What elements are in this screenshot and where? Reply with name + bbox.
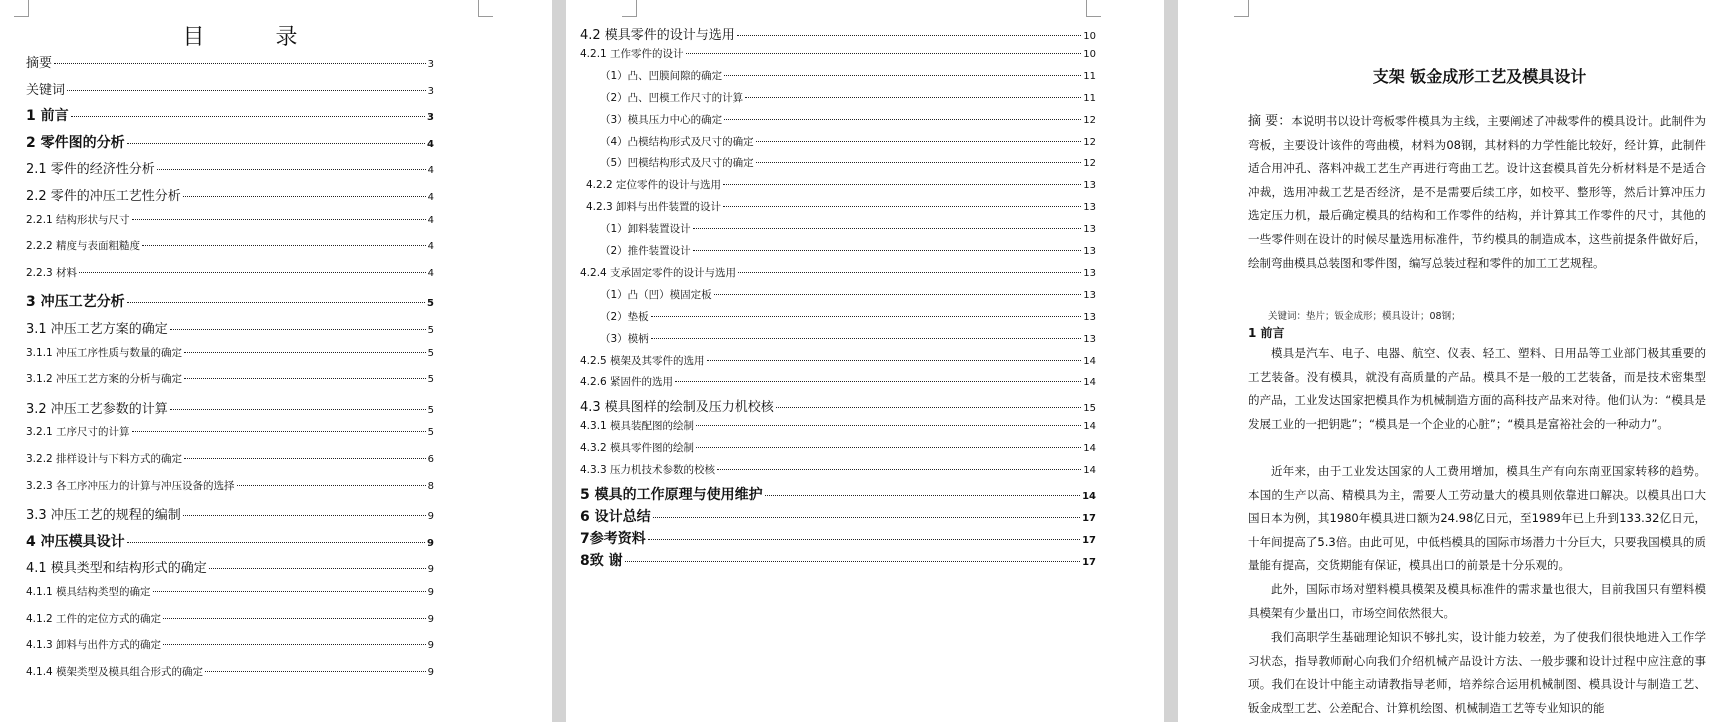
page-1[interactable] bbox=[0, 0, 552, 722]
toc-leader-dots bbox=[127, 542, 425, 543]
margin-corner-mark bbox=[478, 0, 493, 17]
toc-entry[interactable] bbox=[600, 134, 1096, 149]
toc-entry[interactable] bbox=[580, 265, 1096, 280]
toc-entry-text: 关键词 bbox=[26, 82, 66, 98]
toc-page-number: 9 bbox=[427, 537, 434, 549]
toc-entry[interactable] bbox=[26, 557, 434, 576]
toc-leader-dots bbox=[745, 97, 1081, 98]
toc-leader-dots bbox=[707, 360, 1082, 361]
toc-entry[interactable] bbox=[26, 504, 434, 523]
toc-entry-text: 4.3.3 压力机技术参数的校核 bbox=[580, 464, 716, 476]
toc-leader-dots bbox=[183, 515, 426, 516]
toc-page-number: 4 bbox=[427, 138, 434, 150]
toc-page-number: 5 bbox=[427, 374, 434, 386]
toc-entry-text: 2.2.1 结构形状与尺寸 bbox=[26, 213, 130, 226]
toc-leader-dots bbox=[756, 141, 1082, 142]
toc-leader-dots bbox=[686, 53, 1082, 54]
toc-leader-dots bbox=[724, 119, 1081, 120]
toc-entry-text: 2.2.3 材料 bbox=[26, 266, 78, 279]
page-2[interactable] bbox=[566, 0, 1164, 722]
toc-entry-text: （3）模具压力中心的确定 bbox=[600, 113, 723, 126]
toc-leader-dots bbox=[71, 116, 425, 117]
toc-page-number: 14 bbox=[1083, 377, 1096, 389]
toc-entry-text: （5）凹模结构形式及尺寸的确定 bbox=[600, 157, 754, 170]
toc-leader-dots bbox=[237, 485, 426, 486]
toc-leader-dots bbox=[723, 206, 1081, 207]
toc-entry[interactable] bbox=[26, 291, 434, 311]
body-paragraph-4: 我们高职学生基础理论知识不够扎实，设计能力较差，为了使我们很快地进入工作学习状态，指导教师耐心向我们介绍机械产品设计方法、一般步骤和设计过程中应注意的事项。我们在设计中能主动请教指导老师，培养综合运用机械制图、模具设计与制造工艺、钣金成型工艺、公差配合、计算机绘图、机械制造工艺等专业知识的能 bbox=[1248, 630, 1706, 715]
toc-leader-dots bbox=[651, 338, 1082, 339]
toc-entry-text: （3）模柄 bbox=[600, 332, 649, 345]
toc-entry-text: 摘要 bbox=[26, 56, 53, 71]
toc-page-number: 4 bbox=[427, 165, 434, 177]
toc-entry[interactable] bbox=[600, 68, 1096, 83]
toc-page-number: 4 bbox=[427, 241, 434, 253]
toc-leader-dots bbox=[127, 302, 425, 303]
toc-entry[interactable] bbox=[600, 221, 1096, 236]
toc-entry[interactable] bbox=[26, 531, 434, 551]
toc-entry[interactable] bbox=[580, 550, 1096, 570]
toc-entry-text: （2）推件装置设计 bbox=[600, 245, 691, 257]
toc-entry-text: 4.3 模具图样的绘制及压力机校核 bbox=[580, 400, 774, 416]
toc-entry-text: 4.1.2 工件的定位方式的确定 bbox=[26, 612, 162, 625]
toc-leader-dots bbox=[184, 378, 426, 379]
toc-page-number: 12 bbox=[1083, 114, 1096, 126]
toc-entry-text: 3.2.1 工序尺寸的计算 bbox=[26, 426, 130, 439]
toc-entry-text: （2）垫板 bbox=[600, 310, 649, 323]
toc-entry[interactable] bbox=[26, 79, 434, 98]
toc-entry[interactable] bbox=[26, 637, 434, 652]
toc-entry-text: （1）卸料装置设计 bbox=[600, 223, 691, 236]
toc-page-number: 3 bbox=[427, 112, 434, 124]
toc-leader-dots bbox=[163, 618, 426, 619]
toc-entry-text: 4.2 模具零件的设计与选用 bbox=[580, 28, 735, 43]
section-heading-intro: 1 前言 bbox=[1248, 326, 1285, 340]
toc-entry[interactable] bbox=[580, 440, 1096, 455]
toc-page-number: 14 bbox=[1083, 443, 1096, 455]
page-3[interactable] bbox=[1178, 0, 1721, 722]
toc-entry-text: 3.2 冲压工艺参数的计算 bbox=[26, 401, 168, 417]
toc-page-number: 5 bbox=[427, 298, 434, 310]
toc-leader-dots bbox=[738, 272, 1081, 273]
toc-page-number: 14 bbox=[1083, 465, 1096, 476]
margin-corner-mark bbox=[622, 0, 637, 17]
toc-entry-text: 1 前言 bbox=[26, 108, 69, 125]
toc-leader-dots bbox=[675, 381, 1081, 382]
toc-entry-text: 4.1.3 卸料与出件方式的确定 bbox=[26, 639, 162, 652]
toc-leader-dots bbox=[163, 644, 426, 645]
toc-entry[interactable] bbox=[26, 158, 434, 177]
toc-leader-dots bbox=[184, 458, 426, 459]
toc-page-number: 5 bbox=[427, 347, 434, 359]
toc-page-number: 3 bbox=[427, 85, 434, 97]
toc-page-number: 13 bbox=[1083, 246, 1096, 257]
toc-entry-text: 3.2.3 各工序冲压力的计算与冲压设备的选择 bbox=[26, 479, 235, 492]
body-paragraph-1: 模具是汽车、电子、电器、航空、仪表、轻工、塑料、日用品等工业部门极其重要的工艺装备。没有模具，就没有高质量的产品。模具不是一般的工艺装备，而是技术密集型的产品，工业发达国家把模具作为机械制造方面的高科技产品来对待。他们认为：“模具是发展工业的一把钥匙”；“模具是一个企业的心脏”；“模具是富裕社会的一种动力”。 bbox=[1248, 346, 1706, 431]
toc-entry-text: 4.2.6 紧固件的选用 bbox=[580, 376, 674, 389]
toc-entry[interactable] bbox=[26, 584, 434, 599]
toc-entry[interactable] bbox=[586, 177, 1096, 192]
toc-entry[interactable] bbox=[580, 506, 1096, 526]
toc-entry[interactable] bbox=[26, 611, 434, 626]
toc-page-number: 12 bbox=[1083, 158, 1096, 170]
toc-entry[interactable] bbox=[580, 484, 1096, 504]
toc-entry-text: 3.1.1 冲压工序性质与数量的确定 bbox=[26, 346, 183, 359]
toc-entry[interactable] bbox=[26, 238, 434, 253]
toc-entry[interactable] bbox=[26, 664, 434, 679]
toc-entry-text: 4.2.3 卸料与出件装置的设计 bbox=[586, 201, 722, 214]
toc-page-number: 6 bbox=[427, 454, 434, 465]
toc-entry[interactable] bbox=[586, 199, 1096, 214]
toc-page-number: 12 bbox=[1083, 136, 1096, 148]
toc-entry[interactable] bbox=[26, 478, 434, 493]
toc-entry-text: 2.2 零件的冲压工艺性分析 bbox=[26, 189, 181, 204]
toc-page-number: 5 bbox=[427, 325, 434, 336]
toc-leader-dots bbox=[79, 272, 426, 273]
body-paragraph-3: 此外，国际市场对塑料模具模架及模具标准件的需求量也很大，目前我国只有塑料模具模架有少量出口，市场空间依然很大。 bbox=[1248, 582, 1706, 620]
toc-page-number: 4 bbox=[427, 214, 434, 226]
margin-corner-mark bbox=[1086, 0, 1101, 17]
toc-page-number: 9 bbox=[427, 666, 434, 678]
toc-page-number: 5 bbox=[427, 404, 434, 416]
toc-page-number: 14 bbox=[1083, 355, 1096, 367]
toc-entry-text: （2）凸、凹模工作尺寸的计算 bbox=[600, 91, 744, 104]
toc-entry[interactable] bbox=[26, 105, 434, 125]
toc-entry[interactable] bbox=[580, 24, 1096, 43]
toc-page-number: 3 bbox=[427, 59, 434, 70]
keywords-line: 关键词：垫片；钣金成形；模具设计；08钢； bbox=[1268, 311, 1461, 322]
toc-leader-dots bbox=[157, 169, 426, 170]
toc-page-number: 9 bbox=[427, 587, 434, 598]
toc-entry-text: 3.1 冲压工艺方案的确定 bbox=[26, 322, 168, 337]
page-gap-2 bbox=[1164, 0, 1178, 722]
toc-page-number: 13 bbox=[1083, 267, 1096, 279]
toc-leader-dots bbox=[776, 407, 1081, 408]
toc-entry[interactable] bbox=[600, 287, 1096, 302]
abstract-label: 摘 要： bbox=[1248, 114, 1292, 129]
toc-page-number: 9 bbox=[427, 640, 434, 652]
toc-entry[interactable] bbox=[26, 371, 434, 386]
toc-entry[interactable] bbox=[580, 528, 1096, 548]
abstract-text: 本说明书以设计弯板零件模具为主线，主要阐述了冲裁零件的模具设计。此制件为弯板，主要设计该件的弯曲模，材料为08钢，其材料的力学性能比较好，经计算，此制件适合用冲孔、落料冲裁工艺生产再进行弯曲工艺。设计这套模具首先分析材料是不是适合冲裁，选用冲裁工艺是否经济，是不是需要后续工序，如校平、整形等，然后计算冲压力选定压力机，最后确定模具的结构和工作零件的结构，并计算其工作零件的尺寸，其他的一些零件则在设计的时候尽量选用标准件，节约模具的制造成本，这些前提条件做好后，绘制弯曲模具总装图和零件图，编写总装过程和零件的加工工艺规程。 bbox=[1248, 114, 1707, 270]
toc-page-number: 10 bbox=[1083, 48, 1096, 60]
toc-leader-dots bbox=[651, 316, 1082, 317]
toc-leader-dots bbox=[714, 294, 1082, 295]
toc-entry-text: 4.3.1 模具装配图的绘制 bbox=[580, 420, 695, 433]
toc-entry-text: 7参考资料 bbox=[580, 530, 646, 547]
toc-leader-dots bbox=[693, 250, 1082, 251]
toc-entry[interactable] bbox=[26, 185, 434, 204]
toc-entry[interactable] bbox=[26, 424, 434, 439]
toc-page-number: 8 bbox=[427, 480, 434, 492]
toc-entry[interactable] bbox=[580, 353, 1096, 368]
toc-entry-text: 4 冲压模具设计 bbox=[26, 533, 125, 550]
toc-leader-dots bbox=[132, 431, 426, 432]
toc-leader-dots bbox=[648, 539, 1080, 540]
toc-leader-dots bbox=[170, 329, 426, 330]
toc-leader-dots bbox=[693, 228, 1082, 229]
toc-leader-dots bbox=[756, 162, 1082, 163]
toc-leader-dots bbox=[142, 245, 426, 246]
toc-entry[interactable] bbox=[26, 132, 434, 152]
toc-page-number: 11 bbox=[1083, 92, 1096, 104]
toc-entry-text: 6 设计总结 bbox=[580, 508, 651, 525]
toc-page-number: 13 bbox=[1083, 180, 1096, 192]
toc-entry[interactable] bbox=[600, 90, 1096, 105]
document-title: 支架 钣金成形工艺及模具设计 bbox=[1372, 67, 1587, 86]
toc-leader-dots bbox=[205, 671, 426, 672]
toc-entry-text: 4.3.2 模具零件图的绘制 bbox=[580, 442, 695, 455]
toc-entry-text: 3.1.2 冲压工艺方案的分析与确定 bbox=[26, 373, 183, 386]
toc-entry[interactable] bbox=[580, 418, 1096, 433]
toc-entry-text: 4.2.5 模架及其零件的选用 bbox=[580, 354, 705, 367]
toc-entry-text: （1）凸、凹膜间隙的确定 bbox=[600, 69, 723, 82]
toc-page-number: 13 bbox=[1083, 224, 1096, 236]
toc-page-number: 10 bbox=[1083, 31, 1096, 42]
toc-leader-dots bbox=[696, 447, 1081, 448]
toc-entry[interactable] bbox=[580, 396, 1096, 415]
toc-entry[interactable] bbox=[26, 318, 434, 337]
toc-leader-dots bbox=[54, 63, 426, 64]
toc-entry-text: 4.1 模具类型和结构形式的确定 bbox=[26, 561, 207, 577]
toc-entry[interactable] bbox=[26, 212, 434, 227]
toc-page-number: 5 bbox=[427, 427, 434, 439]
toc-entry-text: 4.2.4 支承固定零件的设计与选用 bbox=[580, 266, 737, 279]
toc-leader-dots bbox=[184, 352, 426, 353]
toc-page-number: 11 bbox=[1083, 70, 1096, 82]
toc-page-number: 13 bbox=[1083, 202, 1096, 214]
toc-title: 目 录 bbox=[182, 25, 330, 50]
toc-entry[interactable] bbox=[580, 46, 1096, 61]
toc-page-number: 4 bbox=[427, 267, 434, 279]
toc-entry-text: 4.1.4 模架类型及模具组合形式的确定 bbox=[26, 665, 204, 678]
toc-entry-text: 4.1.1 模具结构类型的确定 bbox=[26, 586, 151, 598]
toc-leader-dots bbox=[724, 75, 1081, 76]
toc-leader-dots bbox=[132, 219, 426, 220]
toc-page-number: 9 bbox=[427, 613, 434, 625]
toc-entry[interactable] bbox=[26, 345, 434, 360]
toc-leader-dots bbox=[737, 35, 1081, 36]
toc-page-number: 4 bbox=[427, 192, 434, 203]
toc-entry-text: 3.3 冲压工艺的规程的编制 bbox=[26, 508, 181, 524]
toc-entry-text: 3 冲压工艺分析 bbox=[26, 294, 125, 311]
toc-entry-text: 8致 谢 bbox=[580, 552, 623, 569]
margin-corner-mark bbox=[14, 0, 29, 17]
toc-leader-dots bbox=[183, 196, 426, 197]
toc-page-number: 13 bbox=[1083, 333, 1096, 345]
toc-page-number: 15 bbox=[1083, 403, 1096, 415]
toc-entry-text: （1）凸（凹）模固定板 bbox=[600, 288, 712, 301]
toc-page-number: 13 bbox=[1083, 311, 1096, 323]
toc-entry-text: 2 零件图的分析 bbox=[26, 134, 125, 151]
toc-leader-dots bbox=[67, 90, 426, 91]
toc-entry[interactable] bbox=[600, 112, 1096, 127]
toc-entry[interactable] bbox=[26, 52, 434, 71]
toc-page-number: 17 bbox=[1082, 556, 1096, 568]
toc-entry-text: 4.2.1 工作零件的设计 bbox=[580, 47, 684, 60]
margin-corner-mark bbox=[1234, 0, 1249, 17]
toc-entry[interactable] bbox=[26, 265, 434, 280]
toc-entry[interactable] bbox=[600, 243, 1096, 258]
toc-page-number: 9 bbox=[427, 564, 434, 576]
toc-leader-dots bbox=[127, 143, 425, 144]
toc-leader-dots bbox=[765, 495, 1080, 496]
toc-entry[interactable] bbox=[600, 309, 1096, 324]
toc-leader-dots bbox=[696, 425, 1081, 426]
toc-leader-dots bbox=[625, 561, 1080, 562]
toc-entry-text: 2.1 零件的经济性分析 bbox=[26, 162, 155, 178]
toc-page-number: 9 bbox=[427, 511, 434, 523]
page-gap-1 bbox=[552, 0, 566, 722]
toc-entry[interactable] bbox=[580, 462, 1096, 477]
toc-entry-text: （4）凸模结构形式及尺寸的确定 bbox=[600, 135, 754, 148]
toc-leader-dots bbox=[170, 409, 426, 410]
toc-leader-dots bbox=[153, 591, 426, 592]
body-paragraph-2: 近年来，由于工业发达国家的人工费用增加，模具生产有向东南亚国家转移的趋势。本国的生产以高、精模具为主，需要人工劳动量大的模具则依靠进口解决。以模具出口大国日本为例，其1980年模具进口额为24.98亿日元，至1989年已上升到133.32亿日元，十年间提高了5.3倍。由此可见，中低档模具的国际市场潜力十分巨大，只要我国模具的质量能有提高，交货期能有保证，模具出口的前景是十分乐观的。 bbox=[1248, 464, 1706, 573]
toc-entry-text: 3.2.2 排样设计与下料方式的确定 bbox=[26, 453, 183, 465]
toc-page-number: 14 bbox=[1082, 490, 1096, 502]
toc-leader-dots bbox=[653, 517, 1080, 518]
toc-entry[interactable] bbox=[600, 331, 1096, 346]
toc-page-number: 17 bbox=[1082, 512, 1096, 524]
toc-leader-dots bbox=[723, 184, 1081, 185]
toc-entry-text: 5 模具的工作原理与使用维护 bbox=[580, 486, 763, 503]
toc-page-number: 13 bbox=[1083, 289, 1096, 301]
abstract-paragraph bbox=[1248, 110, 1706, 275]
toc-entry[interactable] bbox=[580, 374, 1096, 389]
toc-entry[interactable] bbox=[600, 155, 1096, 170]
toc-page-number: 17 bbox=[1082, 534, 1096, 546]
toc-leader-dots bbox=[717, 469, 1081, 470]
toc-entry[interactable] bbox=[26, 451, 434, 466]
toc-entry-text: 2.2.2 精度与表面粗糙度 bbox=[26, 240, 141, 253]
toc-entry[interactable] bbox=[26, 398, 434, 417]
toc-leader-dots bbox=[209, 568, 426, 569]
toc-entry-text: 4.2.2 定位零件的设计与选用 bbox=[586, 179, 722, 192]
toc-page-number: 14 bbox=[1083, 421, 1096, 433]
